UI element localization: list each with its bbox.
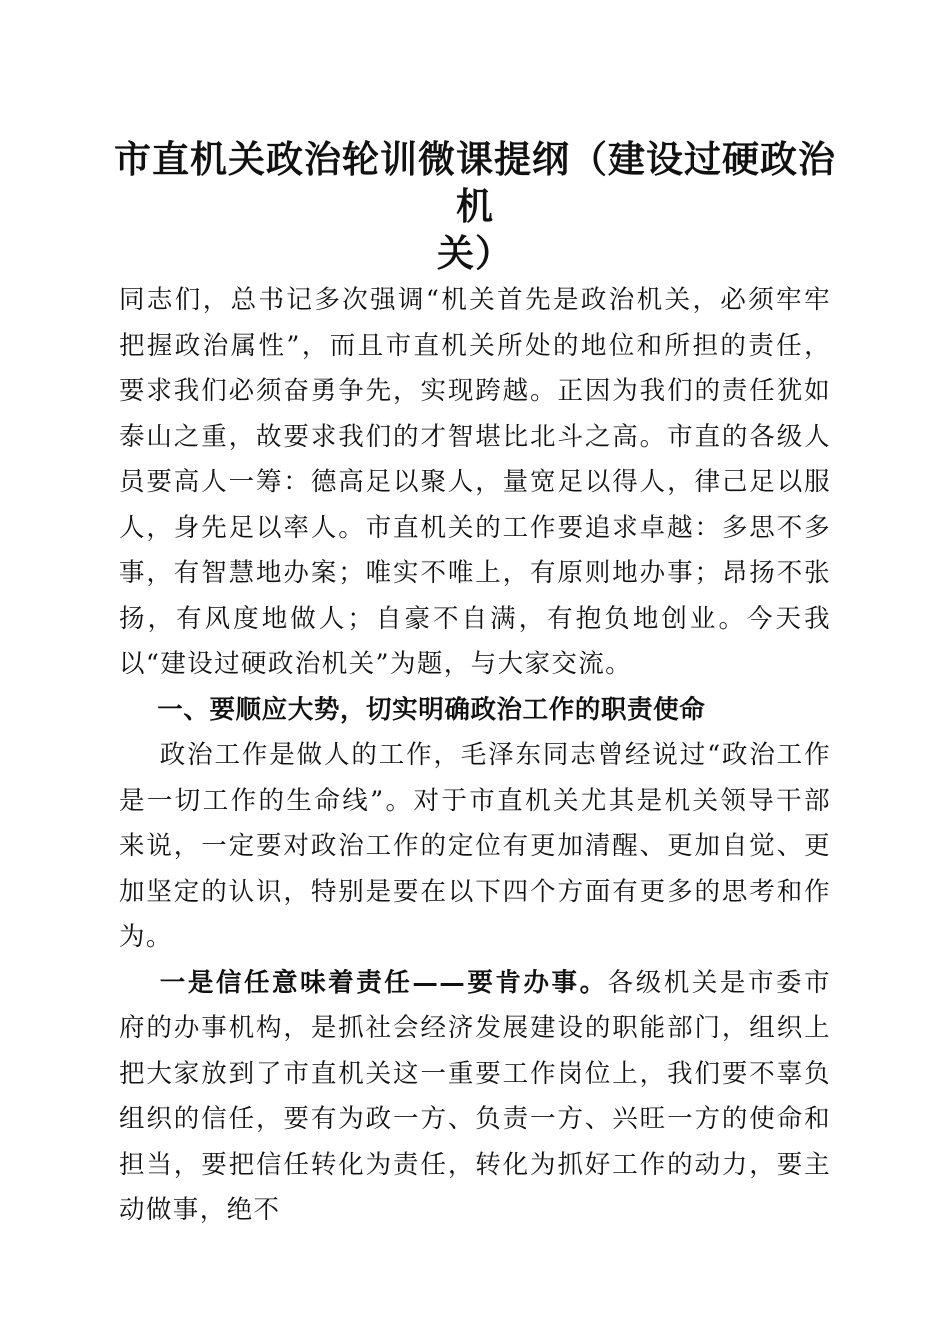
paragraph-trust-responsibility bbox=[119, 961, 831, 1234]
intro-paragraph: 同志们，总书记多次强调“机关首先是政治机关，必须牢牢把握政治属性”，而且市直机关所处的地位和所担的责任，要求我们必须奋勇争先，实现跨越。正因为我们的责任犹如泰山之重，故要求我们的才智堪比北斗之高。市直的各级人员要高人一筹：德高足以聚人，量宽足以得人，律己足以服人，身先足以率人。市直机关的工作要追求卓越：多思不多事，有智慧地办案；唯实不唯上，有原则地办事；昂扬不张扬，有风度地做人；自豪不自满，有抱负地创业。今天我以“建设过硬政治机关”为题，与大家交流。 bbox=[119, 285, 831, 679]
title-line-2: 关） bbox=[437, 231, 513, 275]
document-title bbox=[110, 136, 840, 277]
title-line-1: 市直机关政治轮训微课提纲（建设过硬政治机 bbox=[114, 137, 836, 228]
document-body bbox=[119, 278, 831, 1234]
paragraph-rest: 各级机关是市委市府的办事机构，是抓社会经济发展建设的职能部门，组织上把大家放到了市直机关这一重要工作岗位上，我们要不辜负组织的信任，要有为政一方、负责一方、兴旺一方的使命和担当，要把信任转化为责任，转化为抓好工作的动力，要主动做事，绝不 bbox=[119, 967, 832, 1225]
section-heading-1: 一、要顺应大势，切实明确政治工作的职责使命 bbox=[157, 694, 706, 725]
paragraph-political-work: 政治工作是做人的工作，毛泽东同志曾经说过“政治工作是一切工作的生命线”。对于市直机关尤其是机关领导干部来说，一定要对政治工作的定位有更加清醒、更加自觉、更加坚定的认识，特别是要在以下四个方面有更多的思考和作为。 bbox=[119, 740, 831, 952]
paragraph-lead-phrase: 一是信任意味着责任——要肯办事。 bbox=[159, 967, 608, 998]
